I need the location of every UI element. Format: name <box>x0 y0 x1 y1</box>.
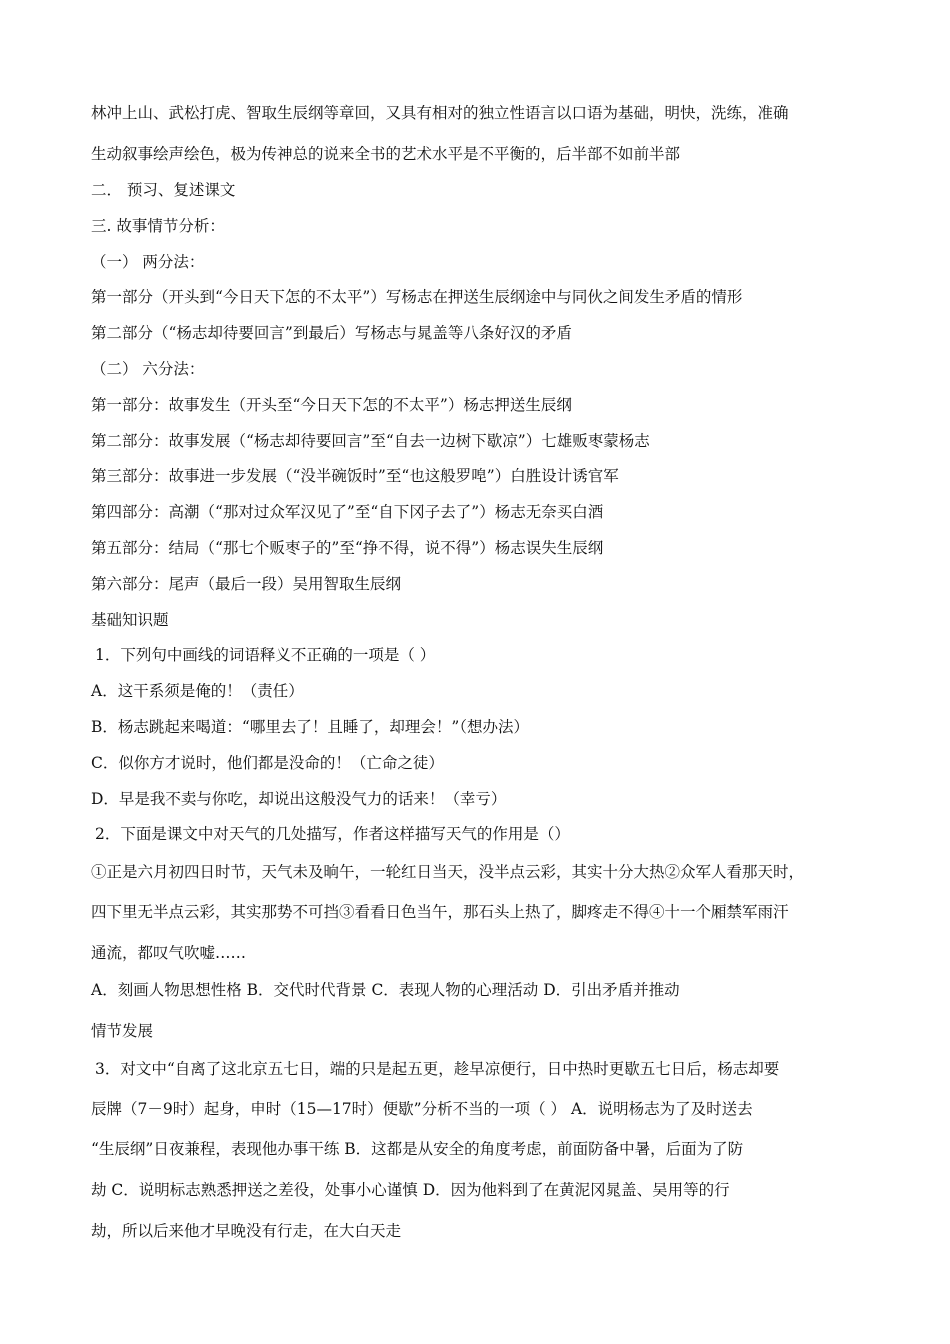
paragraph-line: 第一部分：故事发生（开头至“今日天下怎的不太平”）杨志押送生辰纲 <box>91 396 572 414</box>
paragraph-line: 第四部分：高潮（“那对过众军汉见了”至“自下冈子去了”）杨志无奈买白酒 <box>91 503 604 521</box>
question-1: 1．下列句中画线的词语释义不正确的一项是（ ） <box>95 646 436 664</box>
option-c: C．似你方才说时，他们都是没命的！（亡命之徒） <box>91 754 444 772</box>
paragraph-line: 林冲上山、武松打虎、智取生辰纲等章回，又具有相对的独立性语言以口语为基础，明快，洗练，准确 <box>91 104 789 122</box>
section-heading: 二． 预习、复述课文 <box>91 181 236 199</box>
paragraph-line: 劫 C．说明标志熟悉押送之差役，处事小心谨慎 D．因为他料到了在黄泥冈晁盖、吴用等的行 <box>91 1181 730 1199</box>
paragraph-line: 第二部分：故事发展（“杨志却待要回言”至“自去一边树下歇凉”）七雄贩枣蒙杨志 <box>91 432 650 450</box>
option-d: D．早是我不卖与你吃，却说出这般没气力的话来！（幸亏） <box>91 790 507 808</box>
section-heading: 基础知识题 <box>91 611 169 629</box>
paragraph-line: “生辰纲”日夜兼程，表现他办事干练 B．这都是从安全的角度考虑，前面防备中暑，后面为了防 <box>91 1140 744 1158</box>
paragraph-line: 通流，都叹气吹嘘…… <box>91 944 247 962</box>
question-3: 3．对文中“自离了这北京五七日，端的只是起五更，趁早凉便行，日中热时更歇五七日后，杨志却要 <box>95 1060 780 1078</box>
option-a: A．这干系须是俺的！（责任） <box>91 682 304 700</box>
paragraph-line: 生动叙事绘声绘色，极为传神总的说来全书的艺术水平是不平衡的，后半部不如前半部 <box>91 145 681 163</box>
paragraph-line: 劫，所以后来他才早晚没有行走，在大白天走 <box>91 1222 402 1240</box>
subsection-heading: （一） 两分法： <box>91 253 205 271</box>
question-2: 2．下面是课文中对天气的几处描写，作者这样描写天气的作用是（） <box>95 825 570 843</box>
paragraph-line: 第三部分：故事进一步发展（“没半碗饭时”至“也这般罗唣”）白胜设计诱官军 <box>91 467 619 485</box>
paragraph-line: 第一部分（开头到“今日天下怎的不太平”）写杨志在押送生辰纲途中与同伙之间发生矛盾的情形 <box>91 288 743 306</box>
option-b: B．杨志跳起来喝道：“哪里去了！且睡了，却理会！”（想办法） <box>91 718 529 736</box>
options-row: A．刻画人物思想性格 B．交代时代背景 C．表现人物的心理活动 D．引出矛盾并推动 <box>91 981 680 999</box>
paragraph-line: 第六部分：尾声（最后一段）吴用智取生辰纲 <box>91 575 402 593</box>
paragraph-line: 情节发展 <box>91 1022 154 1040</box>
paragraph-line: 四下里无半点云彩，其实那势不可挡③看看日色当午，那石头上热了，脚疼走不得④十一个厢禁军雨汗 <box>91 903 789 921</box>
paragraph-line: ①正是六月初四日时节，天气未及晌午，一轮红日当天，没半点云彩，其实十分大热②众军人看那天时， <box>91 863 805 881</box>
section-heading: 三. 故事情节分析： <box>91 217 225 235</box>
paragraph-line: 第二部分（“杨志却待要回言”到最后）写杨志与晁盖等八条好汉的矛盾 <box>91 324 572 342</box>
subsection-heading: （二） 六分法： <box>91 360 205 378</box>
paragraph-line: 辰牌（7－9时）起身，申时（15—17时）便歇”分析不当的一项（ ） A．说明杨志为了及时送去 <box>91 1100 753 1118</box>
paragraph-line: 第五部分：结局（“那七个贩枣子的”至“挣不得，说不得”）杨志误失生辰纲 <box>91 539 604 557</box>
